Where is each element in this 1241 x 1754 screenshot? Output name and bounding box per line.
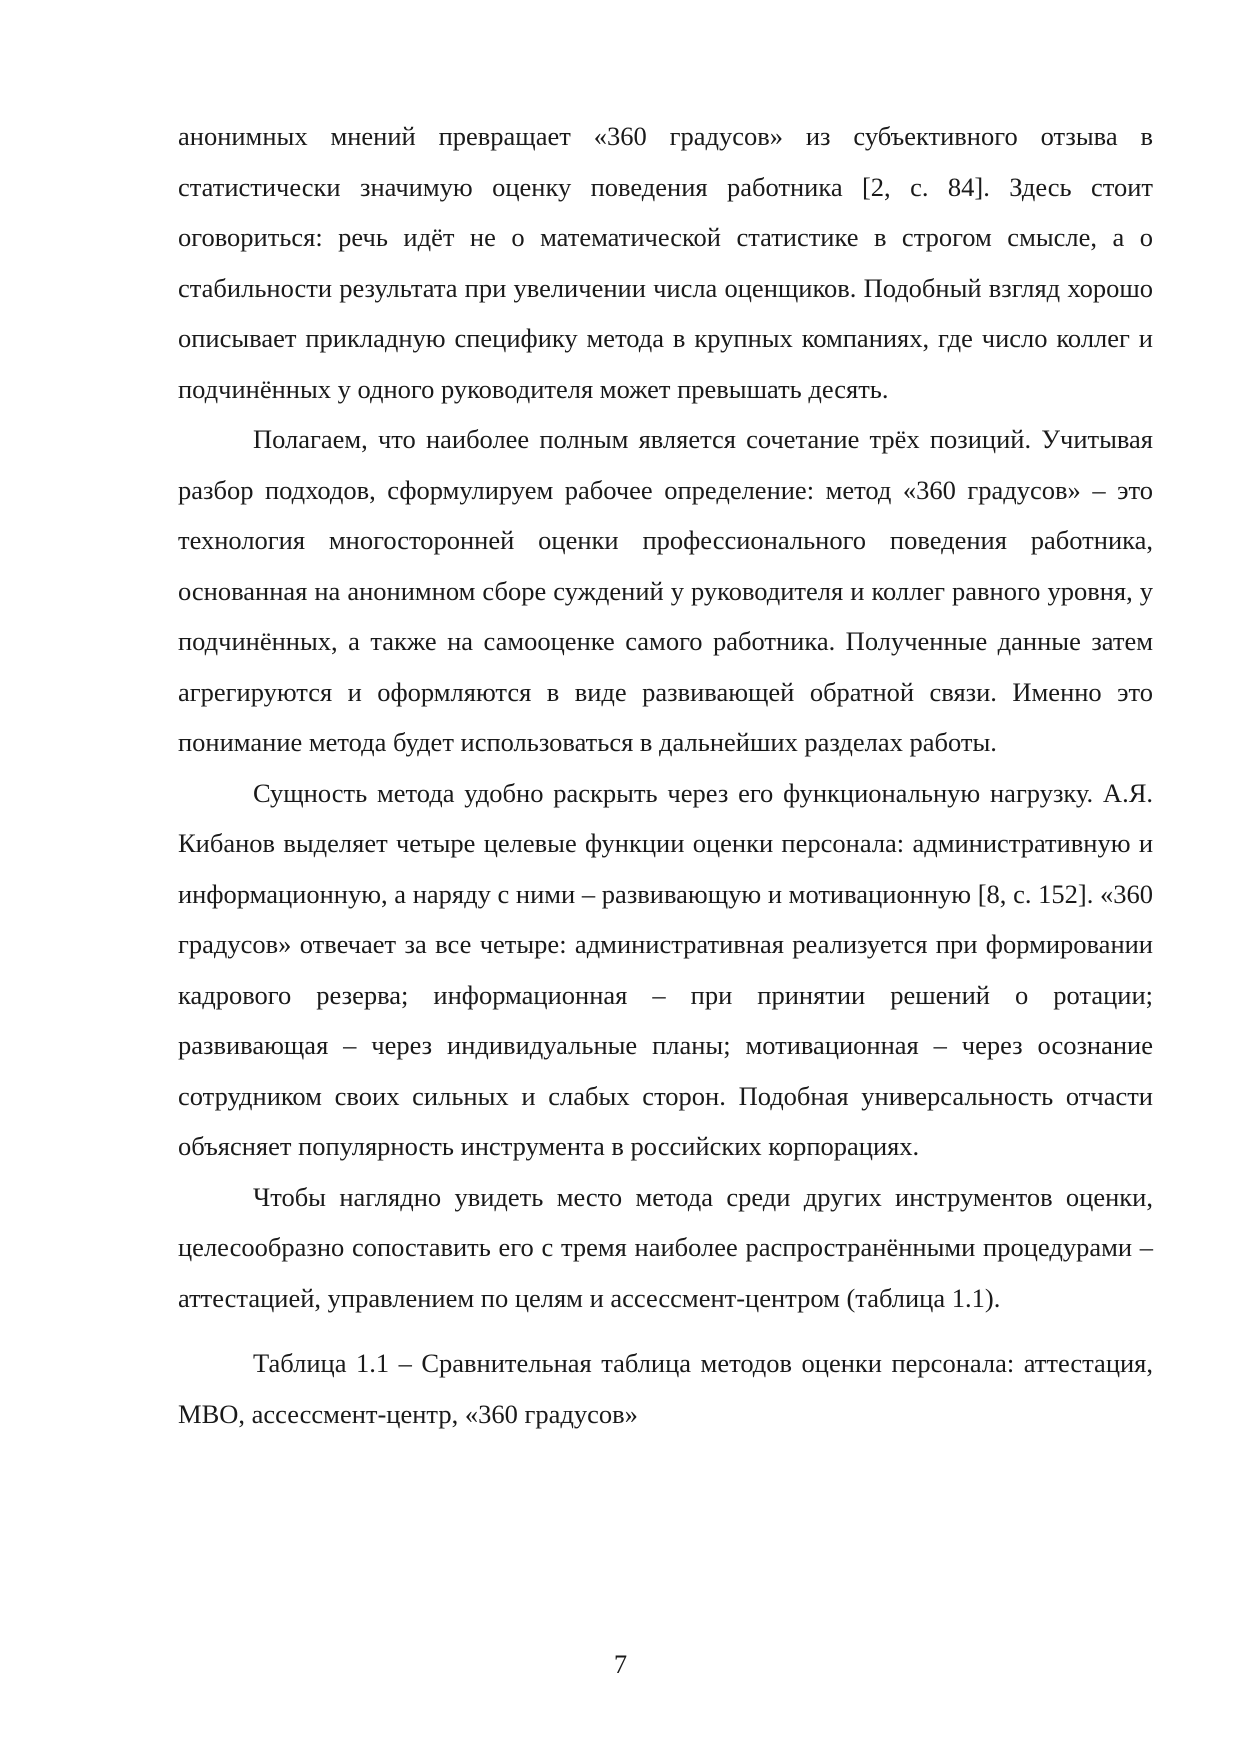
paragraph-definition: Полагаем, что наиболее полным является сочетание трёх позиций. Учитывая разбор подходов, сформулируем рабочее определение: метод «360 градусов» – это технология многосторонней оценки профессионального поведения работника, основанная на анонимном сборе суждений у руководителя и коллег равного уровня, у подчинённых, а также на самооценке самого работника. Полученные данные затем агрегируются и оформляются в виде развивающей обратной связи. Именно это понимание метода будет использоваться в дальнейших разделах работы.	[178, 424, 1153, 757]
paragraph-continued: анонимных мнений превращает «360 градусов» из субъективного отзыва в статистически значимую оценку поведения работника [2, с. 84]. Здесь стоит оговориться: речь идёт не о математической статистике в строгом смысле, а о стабильности результата при увеличении числа оценщиков. Подобный взгляд хорошо описывает прикладную специфику метода в крупных компаниях, где число коллег и подчинённых у одного руководителя может превышать десять.	[178, 121, 1153, 404]
body-text	[178, 111, 1153, 1439]
page-number: 7	[613, 1649, 628, 1679]
paragraph-functions: Сущность метода удобно раскрыть через его функциональную нагрузку. А.Я. Кибанов выделяет четыре целевые функции оценки персонала: административную и информационную, а наряду с ними – развивающую и мотивационную [8, с. 152]. «360 градусов» отвечает за все четыре: административная реализуется при формировании кадрового резерва; информационная – при принятии решений о ротации; развивающая – через индивидуальные планы; мотивационная – через осознание сотрудником своих сильных и слабых сторон. Подобная универсальность отчасти объясняет популярность инструмента в российских корпорациях.	[178, 777, 1153, 1161]
table-caption: Таблица 1.1 – Сравнительная таблица методов оценки персонала: аттестация, MBO, ассессмент-центр, «360 градусов»	[178, 1348, 1153, 1429]
paragraph-comparison: Чтобы наглядно увидеть место метода среди других инструментов оценки, целесообразно сопоставить его с тремя наиболее распространёнными процедурами – аттестацией, управлением по целям и ассессмент-центром (таблица 1.1).	[178, 1181, 1153, 1313]
